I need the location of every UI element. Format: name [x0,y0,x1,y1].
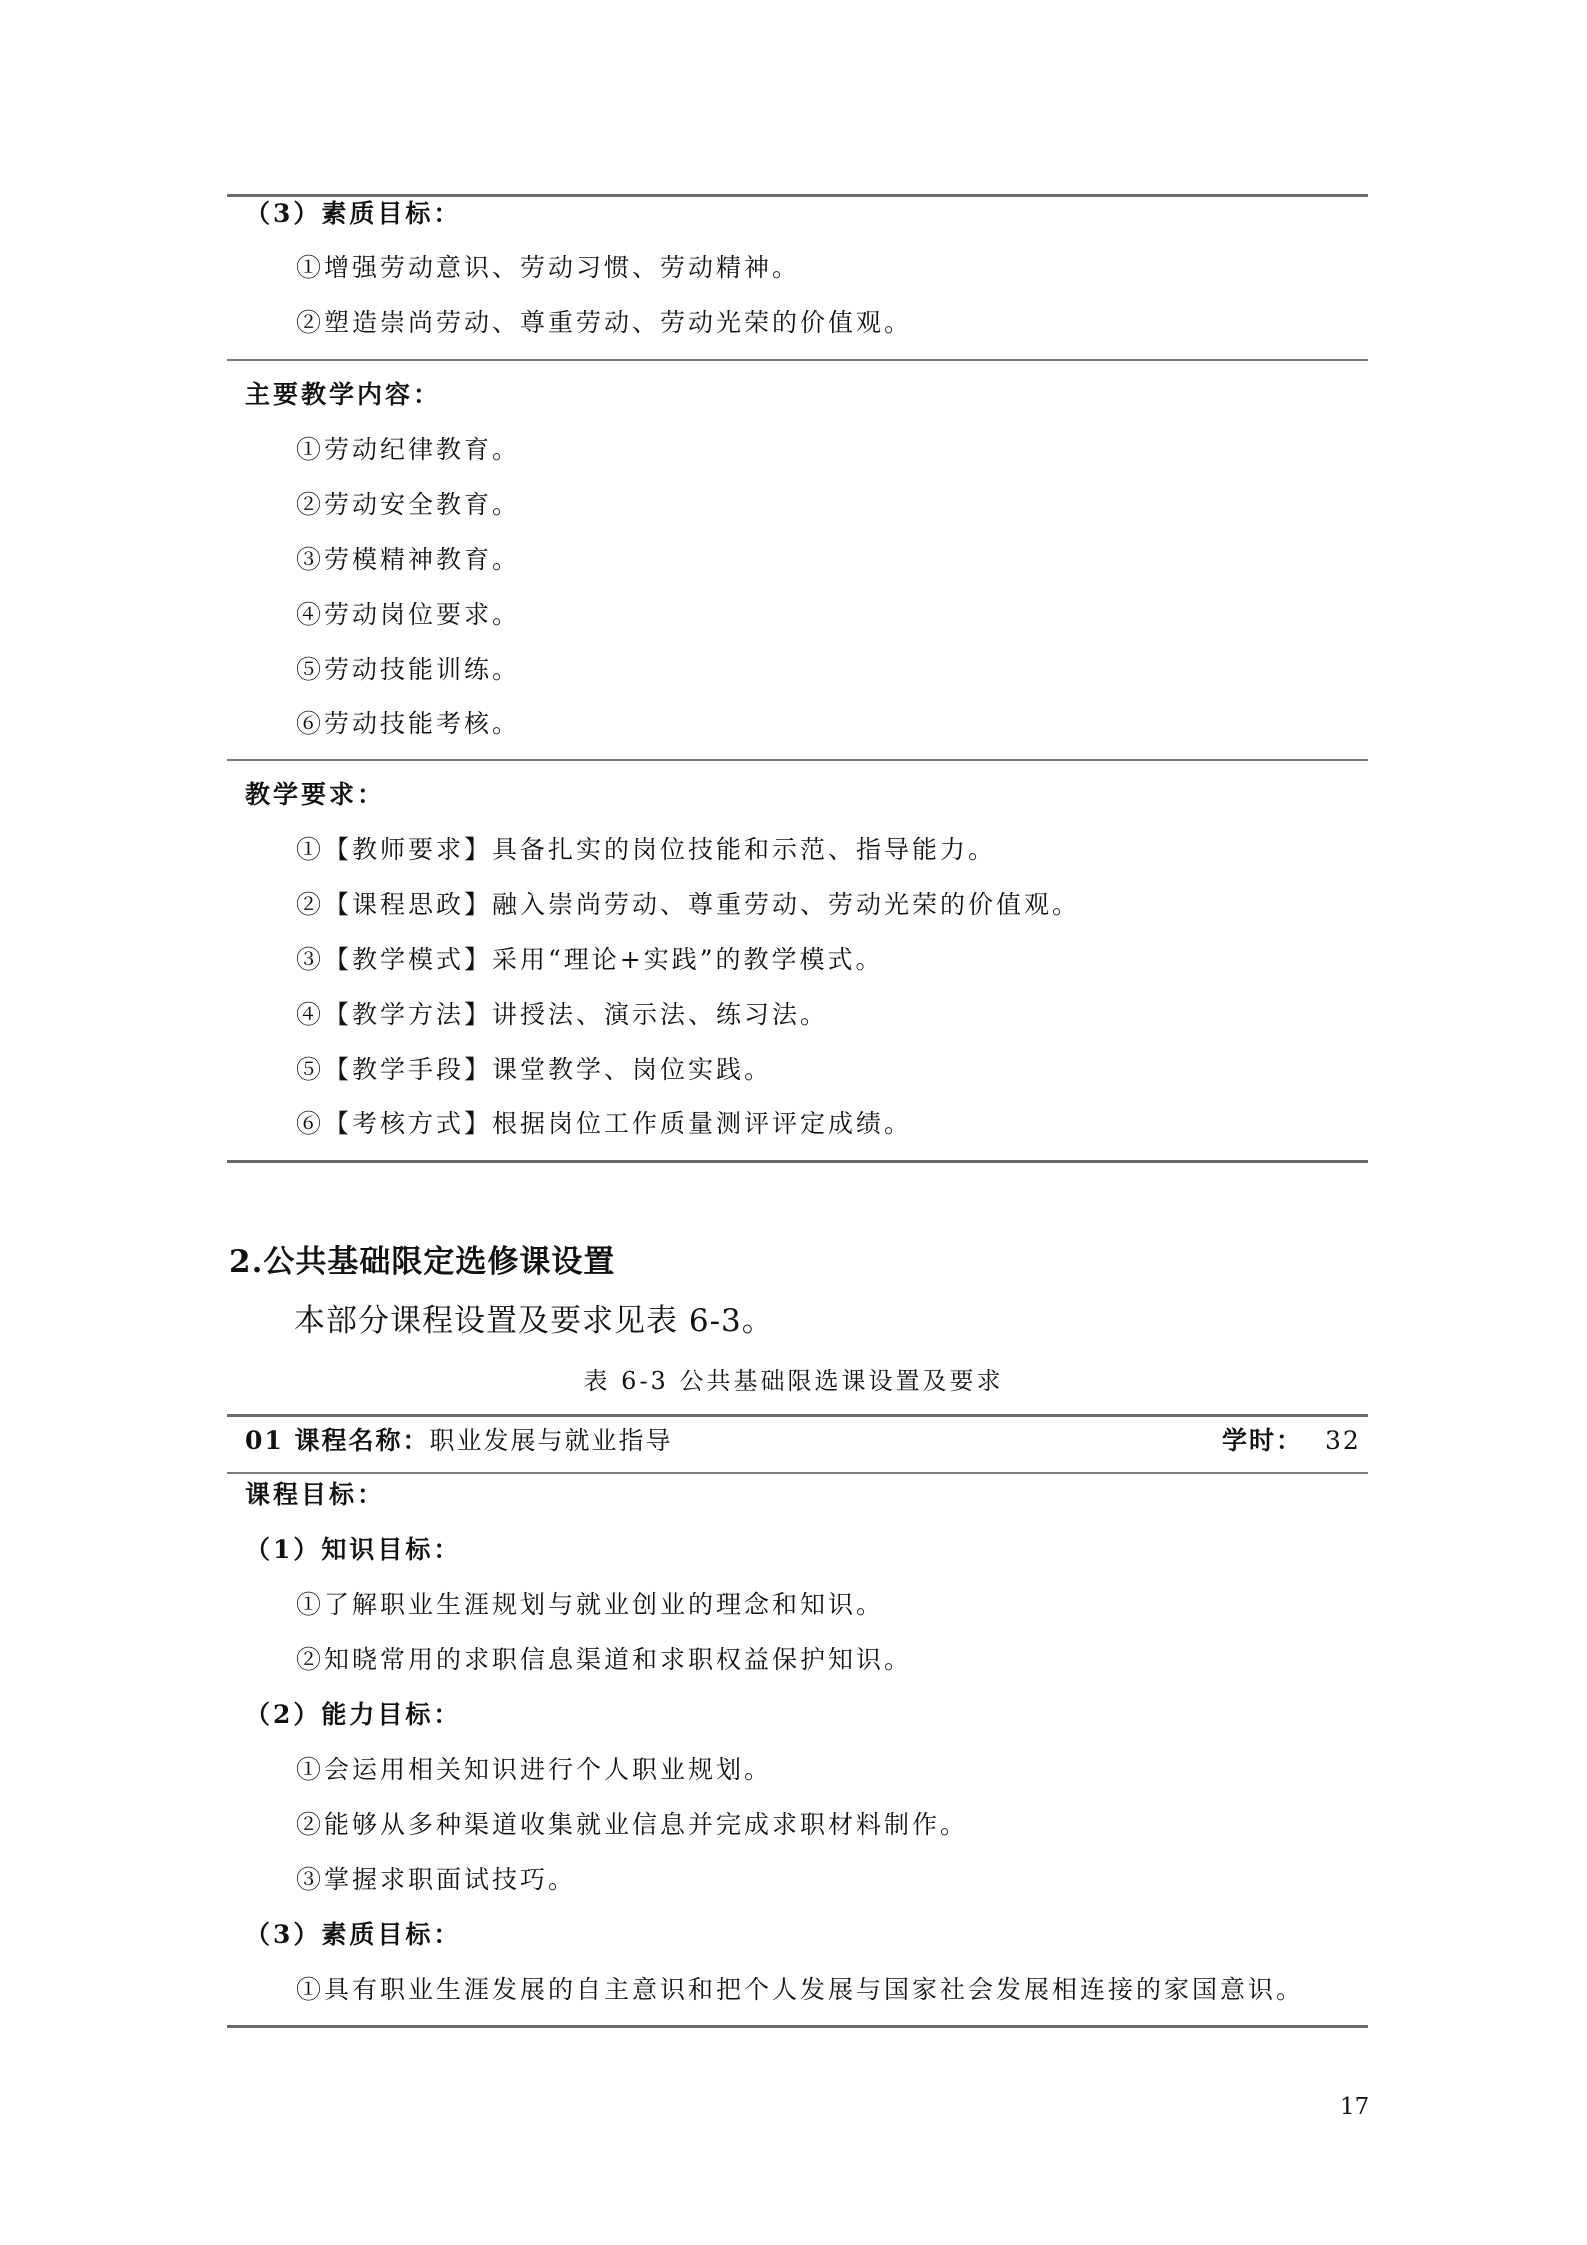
ability-item: ②能够从多种渠道收集就业信息并完成求职材料制作。 [296,1810,969,1839]
quality-goal-item: ①增强劳动意识、劳动习惯、劳动精神。 [296,253,801,282]
row-divider [227,1472,1368,1474]
row-divider [227,359,1368,361]
requirement-item: ⑥【考核方式】根据岗位工作质量测评评定成绩。 [296,1109,913,1138]
knowledge-heading: （1）知识目标： [245,1535,462,1564]
ability-item: ③掌握求职面试技巧。 [296,1865,577,1894]
content-item: ⑥劳动技能考核。 [296,709,521,738]
requirement-item: ⑤【教学手段】课堂教学、岗位实践。 [296,1055,773,1084]
hours-label: 学时： [1222,1426,1304,1455]
course-hours [1222,1421,1361,1457]
course-name-value: 职业发展与就业指导 [429,1426,673,1455]
requirements-heading: 教学要求： [245,780,386,809]
requirement-item: ②【课程思政】融入崇尚劳动、尊重劳动、劳动光荣的价值观。 [296,890,1081,919]
requirement-item: ①【教师要求】具备扎实的岗位技能和示范、指导能力。 [296,835,997,864]
hours-value: 32 [1325,1426,1361,1455]
section-intro: 本部分课程设置及要求见表 6-3。 [294,1303,774,1339]
table-caption: 表 6-3 公共基础限选课设置及要求 [583,1367,1004,1395]
content-item: ③劳模精神教育。 [296,545,521,574]
row-divider [227,759,1368,761]
table-bottom-rule [227,1160,1368,1163]
section-title: 2.公共基础限定选修课设置 [229,1244,616,1280]
knowledge-item: ②知晓常用的求职信息渠道和求职权益保护知识。 [296,1645,913,1674]
requirement-item: ③【教学模式】采用“理论+实践”的教学模式。 [296,945,884,974]
page-number: 17 [1340,2094,1370,2120]
quality-goal-heading: （3）素质目标： [245,199,462,228]
table-top-rule [227,1414,1368,1417]
course-name-row [245,1421,673,1457]
requirement-item: ④【教学方法】讲授法、演示法、练习法。 [296,1000,829,1029]
content-item: ④劳动岗位要求。 [296,600,521,629]
content-heading: 主要教学内容： [245,380,442,409]
table-bottom-rule [227,2025,1368,2028]
course-goals-heading: 课程目标： [245,1480,386,1509]
content-item: ②劳动安全教育。 [296,490,521,519]
knowledge-item: ①了解职业生涯规划与就业创业的理念和知识。 [296,1590,885,1619]
quality-heading: （3）素质目标： [245,1920,462,1949]
quality-item: ①具有职业生涯发展的自主意识和把个人发展与国家社会发展相连接的家国意识。 [296,1975,1305,2004]
ability-item: ①会运用相关知识进行个人职业规划。 [296,1755,773,1784]
content-item: ⑤劳动技能训练。 [296,655,521,684]
quality-goal-item: ②塑造崇尚劳动、尊重劳动、劳动光荣的价值观。 [296,308,913,337]
course-name-label: 01 课程名称： [245,1426,430,1455]
content-item: ①劳动纪律教育。 [296,435,521,464]
ability-heading: （2）能力目标： [245,1700,462,1729]
